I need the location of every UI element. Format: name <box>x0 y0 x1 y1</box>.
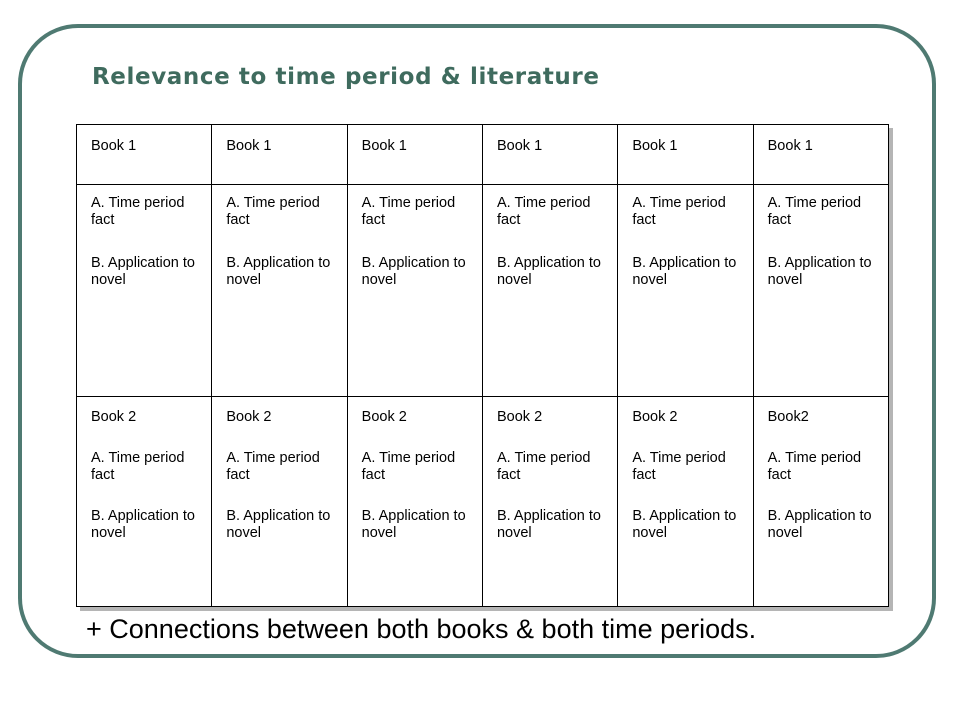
application-to-novel: B. Application to novel <box>767 254 872 288</box>
table-cell <box>77 184 212 397</box>
time-period-fact: A. Time period fact <box>91 450 185 484</box>
slide-title: Relevance to time period & literature <box>92 64 600 90</box>
table-cell <box>77 397 212 607</box>
time-period-fact: A. Time period fact <box>496 450 591 484</box>
time-period-fact: A. Time period fact <box>361 450 456 484</box>
table-row-book1 <box>77 184 889 397</box>
table-cell <box>753 184 888 397</box>
book-label: Book 2 <box>496 409 543 426</box>
table-cell <box>347 397 482 607</box>
application-to-novel: B. Application to novel <box>361 508 466 542</box>
time-period-fact: A. Time period fact <box>767 450 862 484</box>
table-cell <box>347 184 482 397</box>
book-table <box>76 124 889 607</box>
time-period-fact: A. Time period fact <box>226 450 320 484</box>
book-label: Book 2 <box>226 409 272 426</box>
application-to-novel: B. Application to novel <box>361 254 466 288</box>
application-to-novel: B. Application to novel <box>632 508 737 542</box>
time-period-fact: A. Time period fact <box>226 194 320 228</box>
table-cell <box>212 184 347 397</box>
application-to-novel: B. Application to novel <box>632 254 737 288</box>
application-to-novel: B. Application to novel <box>767 508 872 542</box>
time-period-fact: A. Time period fact <box>632 194 726 228</box>
table-cell <box>618 184 753 397</box>
book-label: Book2 <box>767 409 809 426</box>
time-period-fact: A. Time period fact <box>91 194 185 228</box>
table-cell: Book 1 <box>77 125 212 185</box>
application-to-novel: B. Application to novel <box>91 254 195 288</box>
table-cell: Book 1 <box>212 125 347 185</box>
application-to-novel: B. Application to novel <box>496 508 601 542</box>
table-cell <box>482 184 617 397</box>
table-cell <box>618 397 753 607</box>
table-cell: Book 1 <box>482 125 617 185</box>
book-label: Book 2 <box>632 409 678 426</box>
time-period-fact: A. Time period fact <box>496 194 591 228</box>
table-row-header <box>77 125 889 185</box>
table-cell <box>753 397 888 607</box>
book-label: Book 2 <box>91 409 137 426</box>
table-row-book2 <box>77 397 889 607</box>
time-period-fact: A. Time period fact <box>767 194 862 228</box>
application-to-novel: B. Application to novel <box>226 508 331 542</box>
time-period-fact: A. Time period fact <box>632 450 726 484</box>
table-cell: Book 1 <box>347 125 482 185</box>
book-label: Book 2 <box>361 409 407 426</box>
table-cell: Book 1 <box>618 125 753 185</box>
application-to-novel: B. Application to novel <box>226 254 331 288</box>
application-to-novel: B. Application to novel <box>496 254 601 288</box>
application-to-novel: B. Application to novel <box>91 508 195 542</box>
time-period-fact: A. Time period fact <box>361 194 456 228</box>
table-container <box>76 124 889 607</box>
table-cell: Book 1 <box>753 125 888 185</box>
connections-note: + Connections between both books & both time periods. <box>86 614 757 644</box>
table-cell <box>482 397 617 607</box>
table-cell <box>212 397 347 607</box>
